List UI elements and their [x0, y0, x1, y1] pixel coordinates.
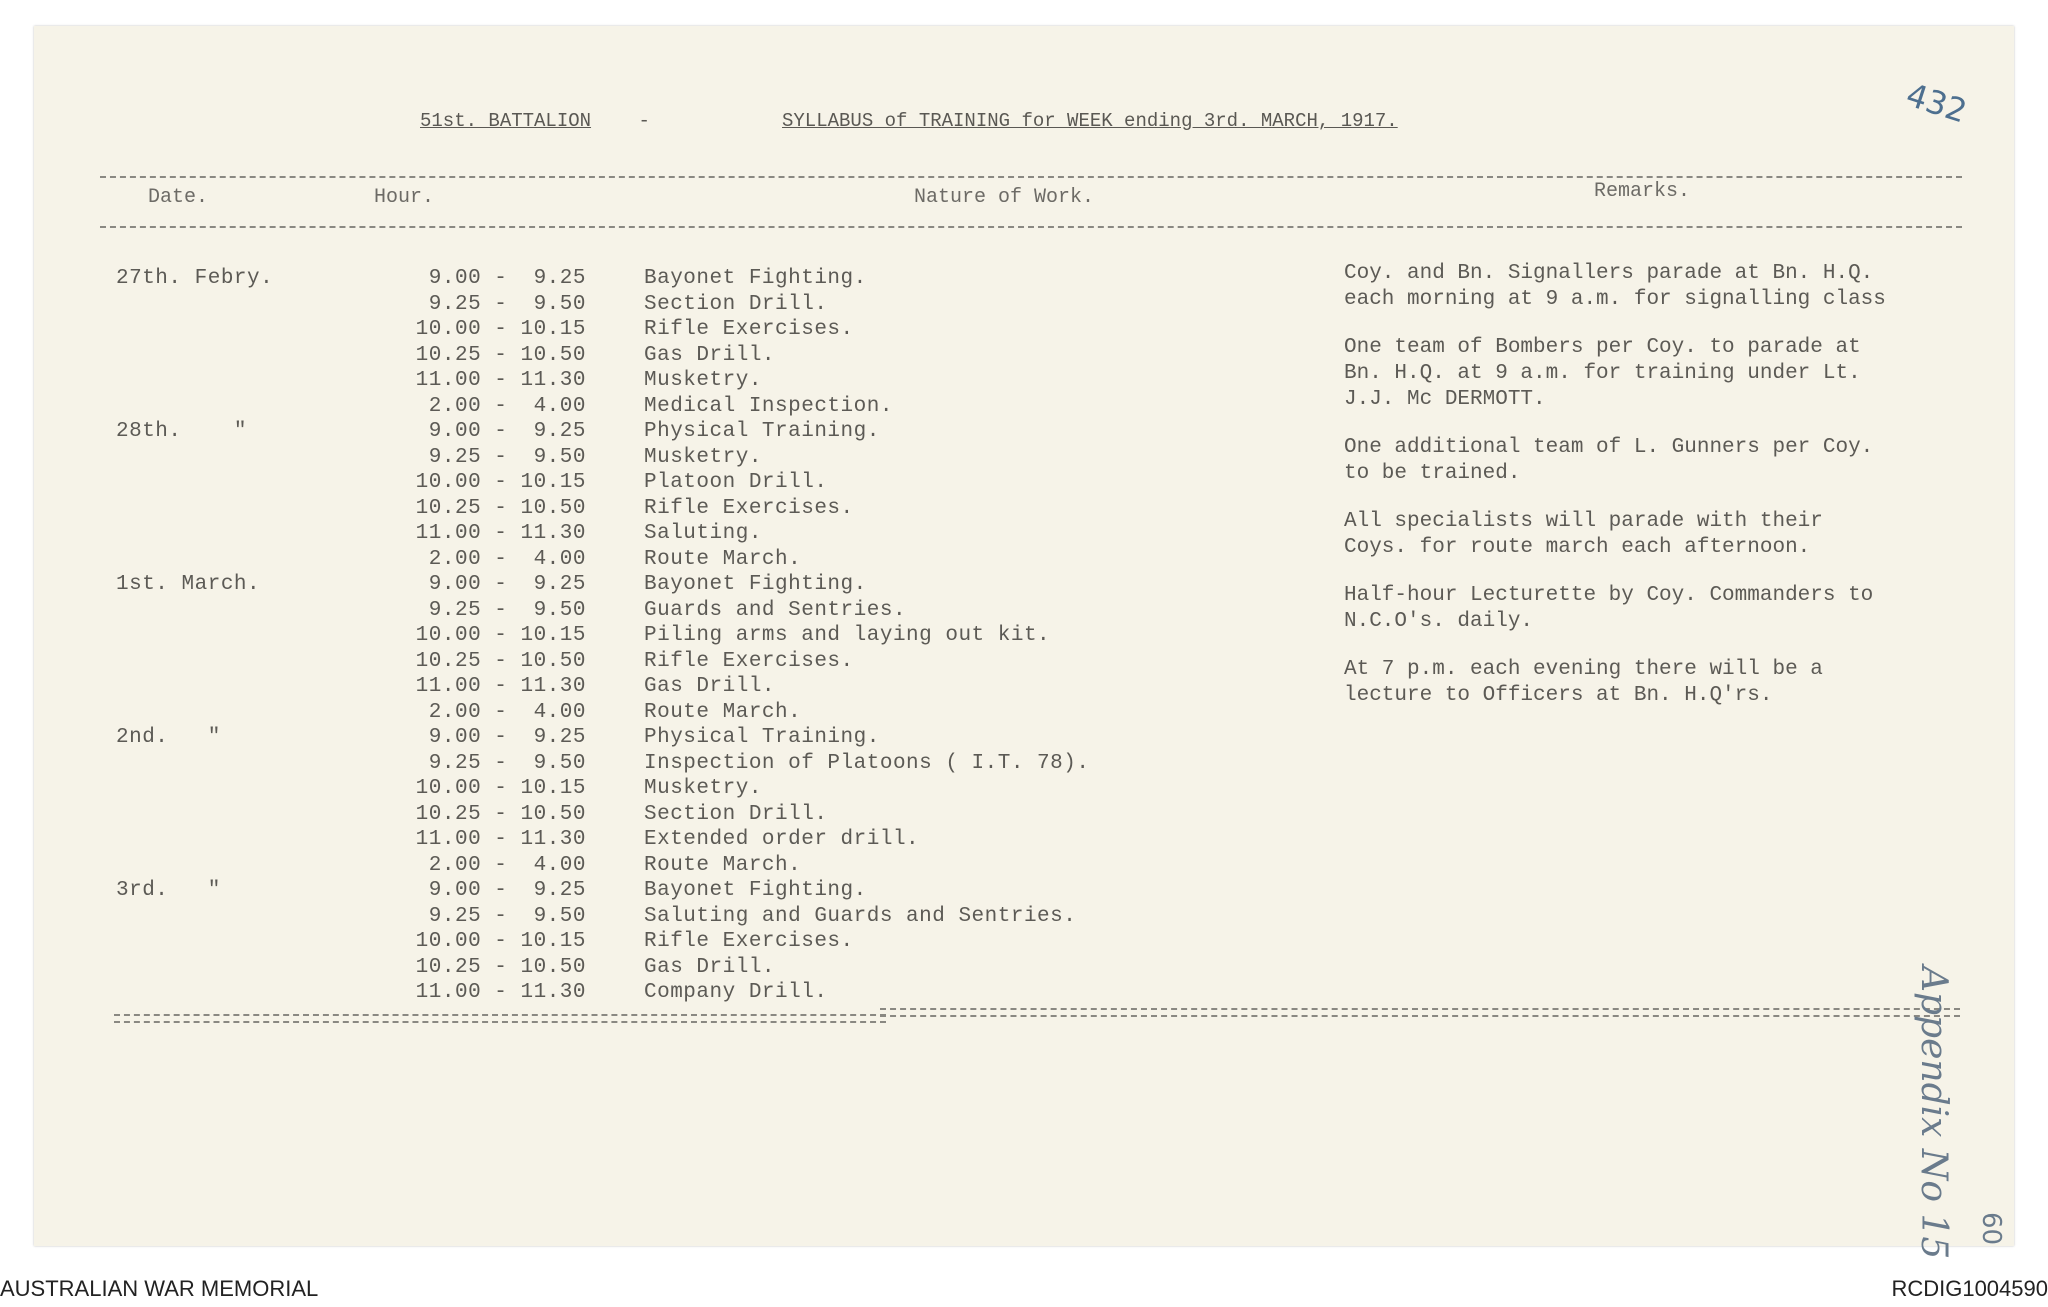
date-spacer [116, 343, 273, 369]
hour-cell: 10.25 - 10.50 [415, 496, 586, 520]
work-cell: Rifle Exercises. [644, 496, 854, 520]
work-cell: Guards and Sentries. [644, 598, 907, 622]
work-cell: Physical Training. [644, 726, 880, 749]
hour-cell: 9.00 - 9.25 [428, 726, 586, 749]
date-spacer [116, 368, 273, 394]
remark-paragraph: One team of Bombers per Coy. to parade at Bn. H.Q. at 9 a.m. for training under Lt. J.J. Mc DERMOTT. [1344, 336, 1861, 411]
work-cell: Musketry. [644, 445, 762, 469]
hour-cell: 9.25 - 9.50 [428, 292, 586, 316]
work-cell: Gas Drill. [644, 955, 776, 979]
date-spacer [116, 751, 273, 777]
work-cell: Gas Drill. [644, 675, 776, 698]
hour-cell: 11.00 - 11.30 [415, 828, 586, 851]
remark-paragraph: One additional team of L. Gunners per Coy. to be trained. [1344, 436, 1874, 485]
hour-cell: 10.00 - 10.15 [415, 930, 586, 953]
title-left: 51st. BATTALION [420, 110, 592, 132]
work-cell: Platoon Drill. [644, 471, 828, 494]
header-nature-of-work: Nature of Work. [914, 186, 1095, 209]
folio-number: 60 [1976, 1212, 2006, 1246]
day-date: 2nd. " [116, 726, 221, 749]
remark-paragraph: Coy. and Bn. Signallers parade at Bn. H.Q. each morning at 9 a.m. for signalling class [1344, 262, 1886, 311]
date-spacer [116, 394, 273, 420]
work-cell: Physical Training. [644, 420, 880, 443]
hour-cell: 9.25 - 9.50 [428, 445, 586, 469]
work-column [644, 266, 1089, 1006]
work-cell: Saluting. [644, 522, 762, 545]
hour-cell: 10.00 - 10.15 [415, 624, 586, 647]
hour-cell: 9.25 - 9.50 [428, 751, 586, 775]
date-spacer [116, 929, 273, 955]
header-date: Date. [148, 186, 209, 209]
date-spacer [116, 904, 273, 930]
date-spacer [116, 623, 273, 649]
work-cell: Musketry. [644, 369, 762, 392]
hour-cell: 11.00 - 11.30 [415, 369, 586, 392]
date-spacer [116, 496, 273, 522]
closing-rule-left [114, 1014, 886, 1023]
hour-cell: 10.25 - 10.50 [415, 955, 586, 979]
title-separator: - [638, 110, 650, 132]
header-top-rule [100, 176, 1962, 178]
work-cell: Bayonet Fighting. [644, 879, 867, 902]
closing-rule-right [880, 1008, 1960, 1017]
date-spacer [116, 547, 273, 573]
date-spacer [116, 292, 273, 318]
date-spacer [116, 470, 273, 496]
day-date: 1st. March. [116, 573, 261, 596]
date-spacer [116, 980, 273, 1006]
remark-paragraph: All specialists will parade with their Coys. for route march each afternoon. [1344, 510, 1823, 559]
header-remarks: Remarks. [1594, 180, 1691, 203]
date-spacer [116, 802, 273, 828]
date-spacer [116, 853, 273, 879]
hour-cell: 10.25 - 10.50 [415, 649, 586, 673]
hour-cell: 9.00 - 9.25 [428, 879, 586, 902]
hour-cell: 11.00 - 11.30 [415, 675, 586, 698]
hour-cell: 11.00 - 11.30 [415, 522, 586, 545]
date-spacer [116, 955, 273, 981]
work-cell: Extended order drill. [644, 828, 920, 851]
work-cell: Rifle Exercises. [644, 318, 854, 341]
appendix-handwritten: Appendix No 15 [1913, 966, 1954, 1260]
work-cell: Route March. [644, 700, 802, 724]
work-cell: Bayonet Fighting. [644, 573, 867, 596]
hour-cell: 10.00 - 10.15 [415, 471, 586, 494]
day-date: 28th. " [116, 420, 248, 443]
work-cell: Bayonet Fighting. [644, 267, 867, 290]
hour-cell: 9.00 - 9.25 [428, 267, 586, 290]
day-date: 3rd. " [116, 879, 221, 902]
work-cell: Route March. [644, 853, 802, 877]
work-cell: Musketry. [644, 777, 762, 800]
work-cell: Section Drill. [644, 292, 828, 316]
remarks-column [1344, 261, 2004, 731]
hour-column [346, 266, 586, 1006]
hour-cell: 9.25 - 9.50 [428, 904, 586, 928]
work-cell: Saluting and Guards and Sentries. [644, 904, 1077, 928]
date-spacer [116, 445, 273, 471]
date-spacer [116, 317, 273, 343]
hour-cell: 9.25 - 9.50 [428, 598, 586, 622]
work-cell: Section Drill. [644, 802, 828, 826]
footer-institution: AUSTRALIAN WAR MEMORIAL [0, 1276, 319, 1301]
hour-cell: 2.00 - 4.00 [428, 394, 586, 418]
date-spacer [116, 521, 273, 547]
hour-cell: 2.00 - 4.00 [428, 547, 586, 571]
hour-cell: 10.25 - 10.50 [415, 802, 586, 826]
day-date: 27th. Febry. [116, 267, 274, 290]
work-cell: Rifle Exercises. [644, 930, 854, 953]
date-spacer [116, 649, 273, 675]
remark-paragraph: Half-hour Lecturette by Coy. Commanders to N.C.O's. daily. [1344, 584, 1874, 633]
hour-cell: 9.00 - 9.25 [428, 573, 586, 596]
work-cell: Piling arms and laying out kit. [644, 624, 1051, 647]
document-page [34, 26, 2014, 1260]
work-cell: Gas Drill. [644, 343, 776, 367]
hour-cell: 2.00 - 4.00 [428, 853, 586, 877]
remark-paragraph: At 7 p.m. each evening there will be a lecture to Officers at Bn. H.Q'rs. [1344, 658, 1823, 707]
hour-cell: 9.00 - 9.25 [428, 420, 586, 443]
work-cell: Rifle Exercises. [644, 649, 854, 673]
date-spacer [116, 598, 273, 624]
hour-cell: 2.00 - 4.00 [428, 700, 586, 724]
hour-cell: 10.00 - 10.15 [415, 318, 586, 341]
header-hour: Hour. [374, 186, 435, 209]
document-title: SYLLABUS of TRAINING for WEEK ending 3rd. MARCH, 1917. [782, 110, 1398, 132]
date-spacer [116, 776, 273, 802]
hour-cell: 10.00 - 10.15 [415, 777, 586, 800]
title-battalion [420, 110, 650, 132]
page-number-handwritten: 432 [1901, 75, 1972, 131]
date-spacer [116, 700, 273, 726]
work-cell: Medical Inspection. [644, 394, 893, 418]
work-cell: Company Drill. [644, 981, 828, 1004]
header-bottom-rule [100, 226, 1962, 228]
work-cell: Inspection of Platoons ( I.T. 78). [644, 751, 1090, 775]
footer-id: RCDIG1004590 [1891, 1276, 2048, 1301]
date-spacer [116, 827, 273, 853]
hour-cell: 10.25 - 10.50 [415, 343, 586, 367]
work-cell: Route March. [644, 547, 802, 571]
date-spacer [116, 674, 273, 700]
date-column [116, 266, 273, 1006]
hour-cell: 11.00 - 11.30 [415, 981, 586, 1004]
